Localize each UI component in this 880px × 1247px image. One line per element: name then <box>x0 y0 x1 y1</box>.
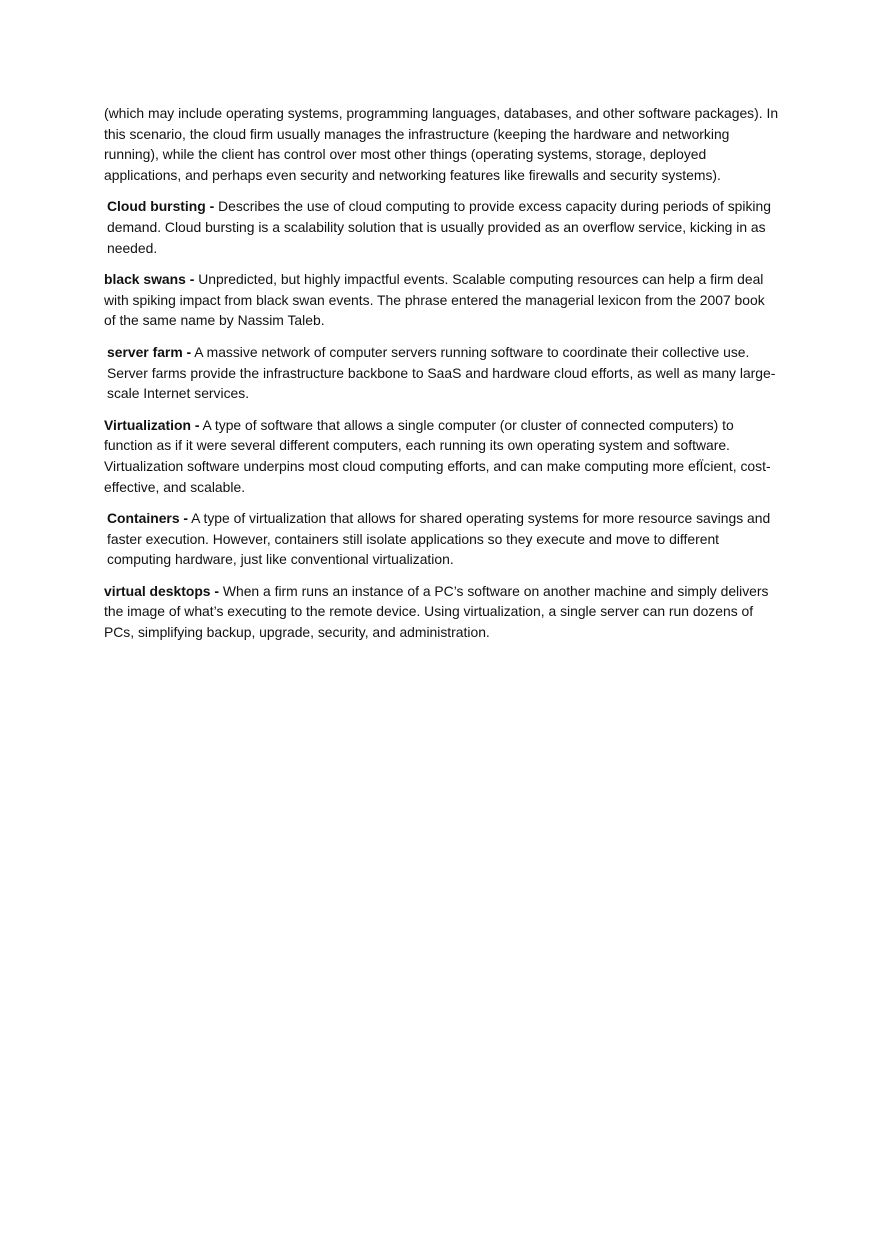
term-server-farm: server farm - <box>107 343 192 360</box>
term-cloud-bursting: Cloud bursting - <box>107 198 215 215</box>
intro-paragraph: (which may include operating systems, programming languages, databases, and other software packages). In this scenario, the cloud firm usually manages the infrastructure (keeping the hardware and networking running), while the client has control over most other things (operating systems, storage, deployed applications, and perhaps even security and networking features like firewalls and security systems). <box>104 105 779 183</box>
definition-text-containers: A type of virtualization that allows for shared operating systems for more resource savings and faster execution. However, containers still isolate applications so they execute and move to different computing hardware, just like conventional virtualization. <box>107 510 771 568</box>
definition-server-farm <box>104 342 780 404</box>
term-containers: Containers - <box>107 510 189 527</box>
definition-virtualization <box>104 415 780 497</box>
definition-black-swans <box>104 269 780 331</box>
definition-cloud-bursting <box>104 196 780 258</box>
definition-text-black-swans: Unpredicted, but highly impactful events. Scalable computing resources can help a firm deal with spiking impact from black swan events. The phrase entered the managerial lexicon from the 2007 book of the same name by Nassim Taleb. <box>104 271 765 329</box>
definition-containers <box>104 508 780 570</box>
term-virtual-desktops: virtual desktops - <box>104 582 220 599</box>
definition-text-virtual-desktops: When a firm runs an instance of a PC’s software on another machine and simply delivers the image of what’s executing to the remote device. Using virtualization, a single server can run dozens of PCs, simplifying backup, upgrade, security, and administration. <box>104 582 769 641</box>
term-black-swans: black swans - <box>104 271 195 288</box>
definition-virtual-desktops <box>104 581 780 643</box>
definition-text-server-farm: A massive network of computer servers running software to coordinate their collective use. Server farms provide the infrastructure backbone to SaaS and hardware cloud efforts, as well as many large-scale Internet services. <box>107 343 776 402</box>
definition-text-cloud-bursting: Describes the use of cloud computing to provide excess capacity during periods of spiking demand. Cloud bursting is a scalability solution that is usually provided as an overflow service, kicking in as needed. <box>107 198 771 256</box>
definition-text-virtualization: A type of software that allows a single computer (or cluster of connected computers) to function as if it were several different computers, each running its own operating system and software. Virtualization software underpins most cloud computing efforts, and can make computing more efÏcient, cost-effective, and scalable. <box>104 416 771 495</box>
document-page <box>104 103 780 654</box>
term-virtualization: Virtualization - <box>104 416 200 433</box>
